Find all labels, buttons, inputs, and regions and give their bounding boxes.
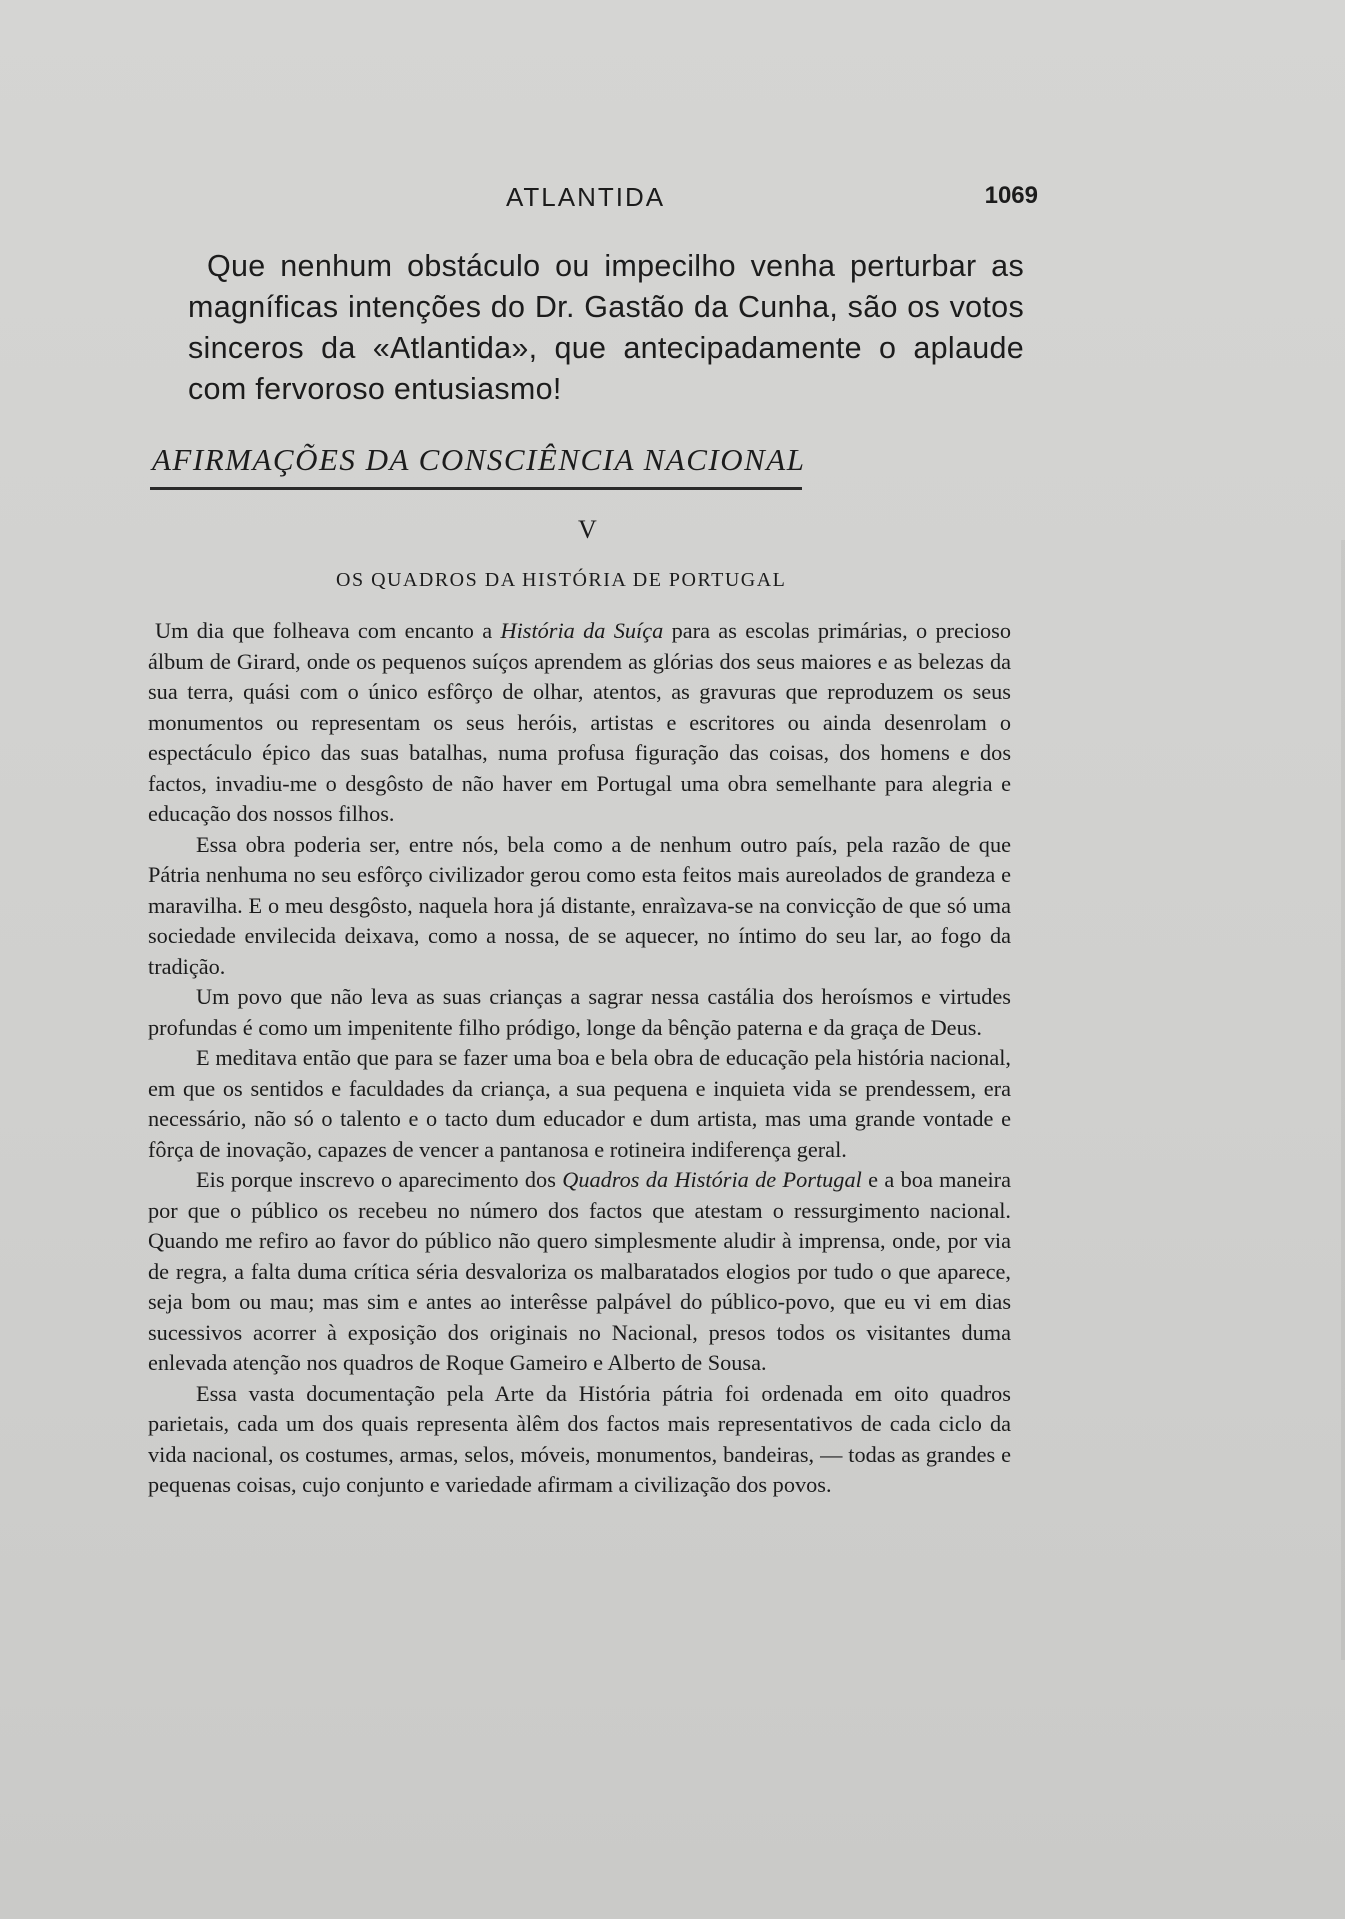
body-text: para as escolas primárias, o precioso álbum de Girard, onde os pequenos suíços aprendem as glórias dos seus maiores e as belezas da sua terra, quási com o único esfôrço de olhar, atentos, as gravuras que reproduzem os seus monumentos ou representam os seus heróis, artistas e escritores ou ainda desenrolam o espectáculo épico das suas batalhas, numa profusa figuração das coisas, dos homens e dos factos, invadiu-me o desgôsto de não haver em Portugal uma obra semelhante para alegria e educação dos nossos filhos. [148,618,1011,826]
title-underline [150,487,802,490]
body-text: Eis porque inscrevo o aparecimento dos [196,1167,563,1192]
body-paragraph-3: Um povo que não leva as suas crianças a sagrar nessa castália dos heroísmos e virtudes profundas é como um impenitente filho pródigo, longe da bênção paterna e da graça de Deus. [148,984,1011,1040]
body-paragraph-5 [148,1165,1011,1379]
body-text: Um dia que folheava com encanto a [155,618,501,643]
article-body [148,616,1011,1501]
section-subheading: OS QUADROS DA HISTÓRIA DE PORTUGAL [336,569,787,591]
page-number: 1069 [984,182,1038,209]
section-number: V [578,515,597,544]
body-paragraph-6: Essa vasta documentação pela Arte da História pátria foi ordenada em oito quadros parietais, cada um dos quais representa àlêm dos factos mais representativos de cada ciclo da vida nacional, os costumes, armas, selos, móveis, monumentos, bandeiras, — todas as grandes e pequenas coisas, cujo conjunto e variedade afirmam a civilização dos povos. [148,1380,1011,1497]
running-title: ATLANTIDA [506,182,666,212]
italic-title: Quadros da História de Portugal [562,1167,862,1192]
body-text: e a boa maneira por que o público os recebeu no número dos factos que atestam o ressurgimento nacional. Quando me refiro ao favor do público não quero simplesmente aludir à imprensa, onde, por via de regra, a falta duma crítica séria desvaloriza os malbaratados elogios por tudo o que aparece, seja bom ou mau; mas sim e antes ao interêsse palpável do público-povo, que eu vi em dias sucessivos acorrer à exposição dos originais no Nacional, presos todos os visitantes duma enlevada atenção nos quadros de Roque Gameiro e Alberto de Sousa. [148,1167,1011,1375]
intro-paragraph-block [188,246,1024,410]
italic-title: História da Suíça [500,618,664,643]
page-edge-shadow [1341,540,1345,1660]
body-paragraph-4: E meditava então que para se fazer uma boa e bela obra de educação pela história nacional, em que os sentidos e faculdades da criança, a sua pequena e inquieta vida se prendessem, era necessário, não só o talento e o tacto dum educador e dum artista, mas uma grande vontade e fôrça de inovação, capazes de vencer a pantanosa e rotineira indiferença geral. [148,1045,1011,1162]
body-paragraph-2: Essa obra poderia ser, entre nós, bela como a de nenhum outro país, pela razão de que Pátria nenhuma no seu esfôrço civilizador gerou como esta feitos mais aureolados de grandeza e maravilha. E o meu desgôsto, naquela hora já distante, enraìzava-se na convicção de que só uma sociedade envilecida deixava, como a nossa, de se aquecer, no íntimo do seu lar, ao fogo da tradição. [148,831,1011,979]
intro-paragraph: Que nenhum obstáculo ou impecilho venha perturbar as magníficas intenções do Dr. Gastão da Cunha, são os votos sinceros da «Atlantida», que antecipadamente o aplaude com fervoroso entusiasmo! [188,249,1024,406]
body-paragraph-1 [148,616,1011,830]
section-title: AFIRMAÇÕES DA CONSCIÊNCIA NACIONAL [152,442,806,477]
